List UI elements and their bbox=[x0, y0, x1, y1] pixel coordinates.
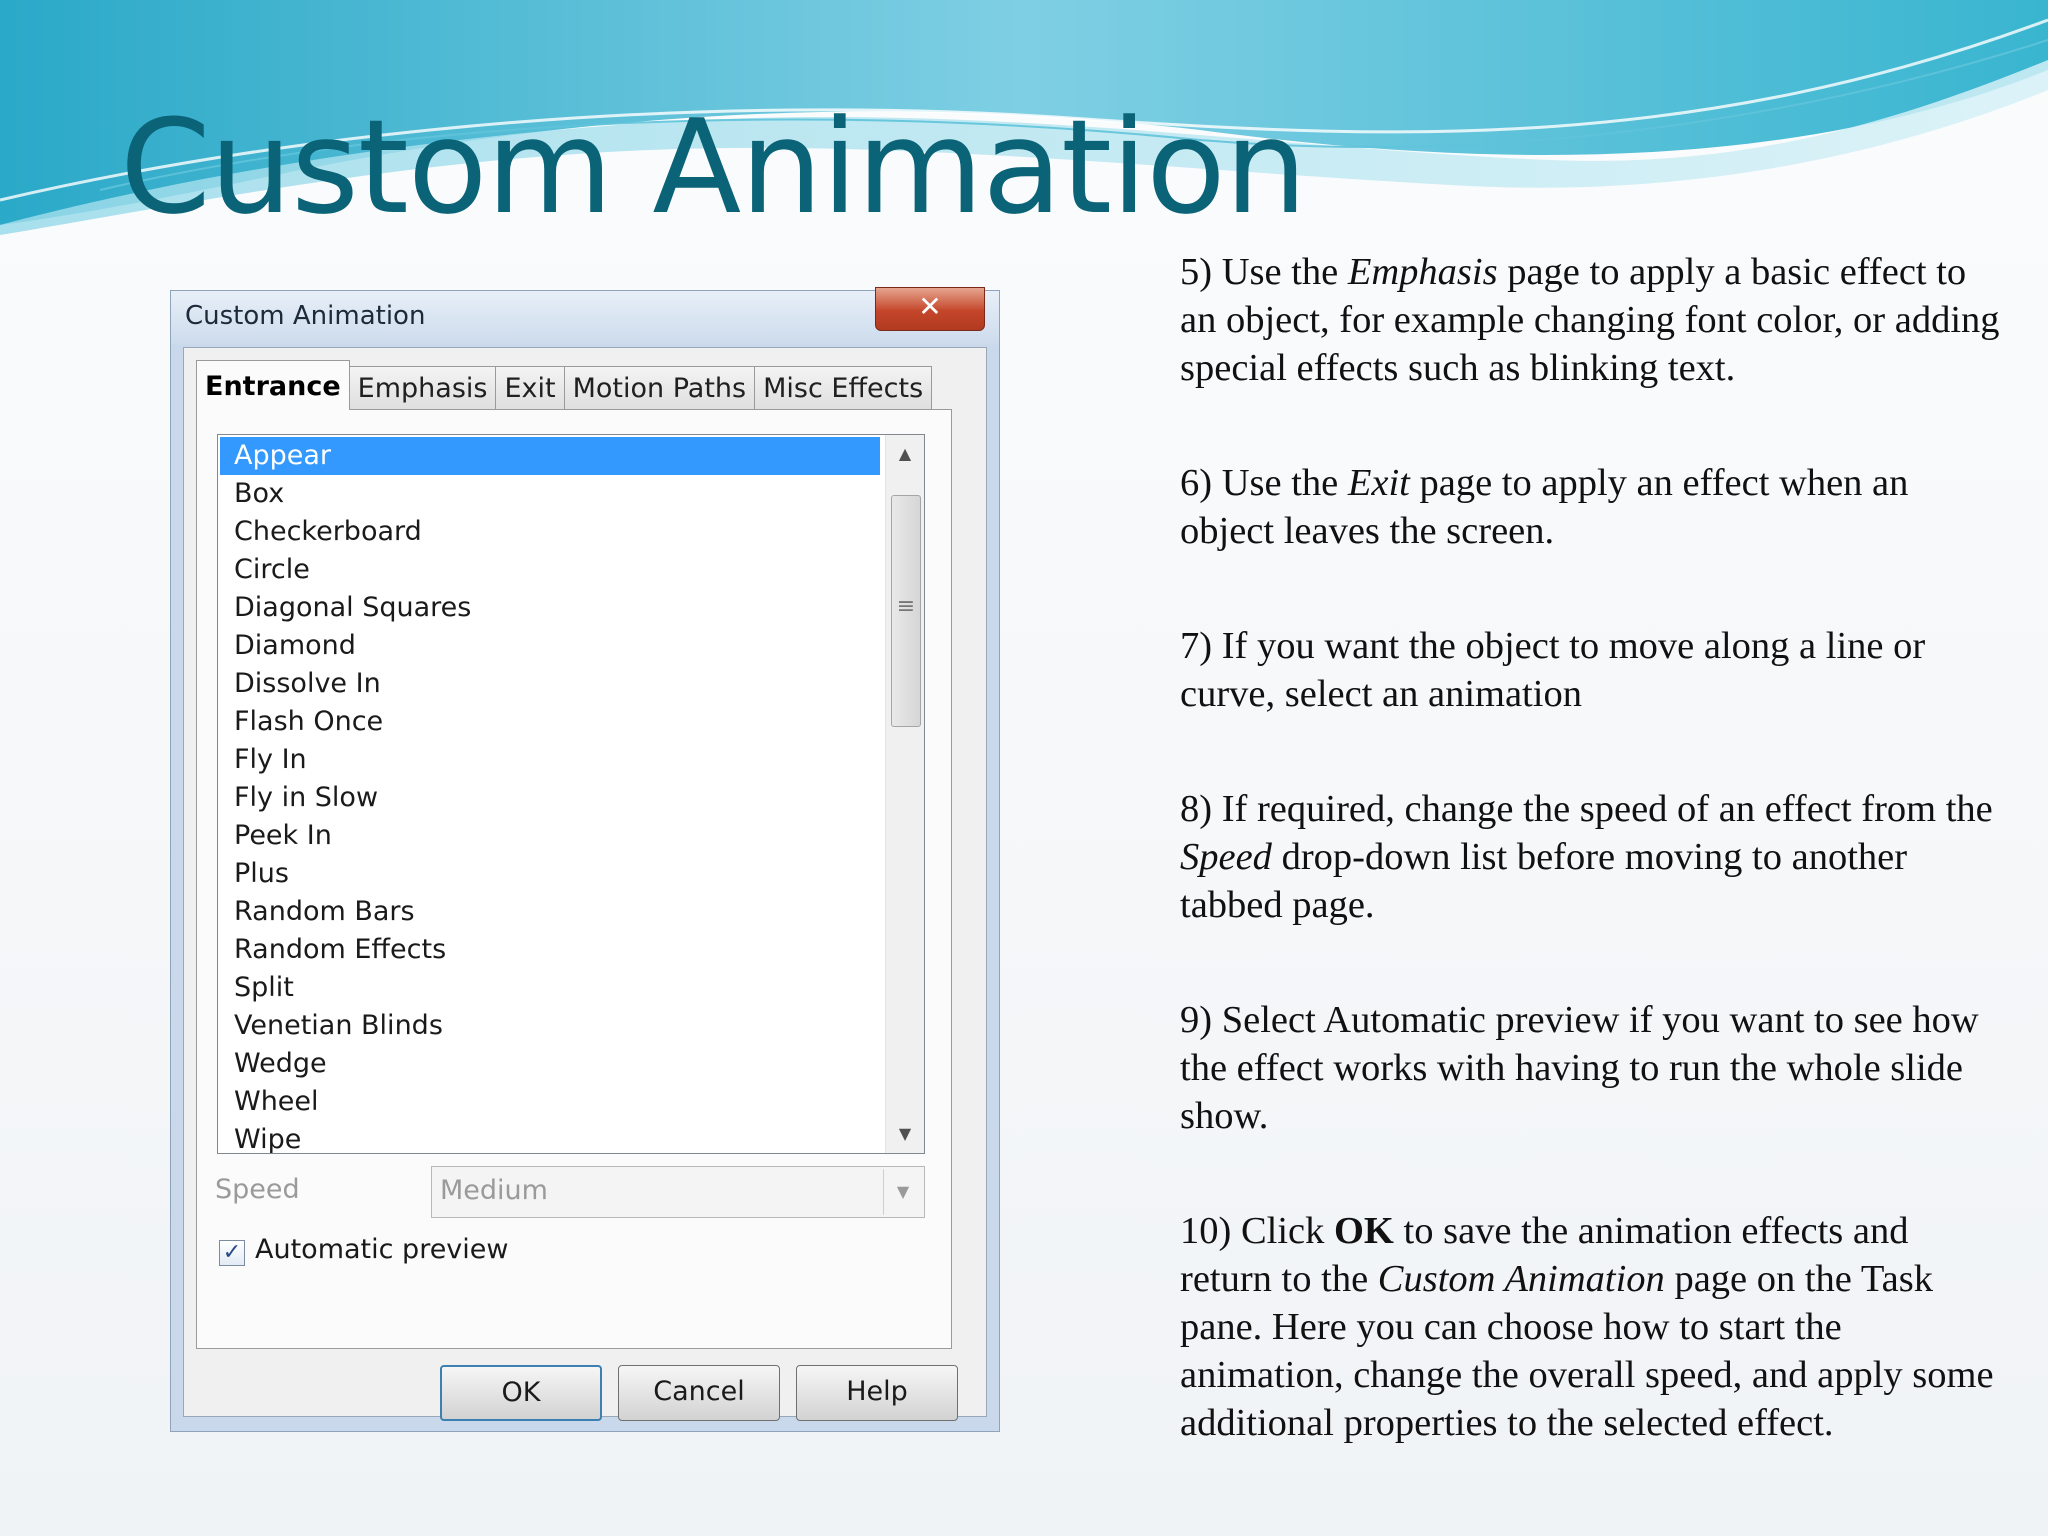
list-item[interactable]: Diagonal Squares bbox=[234, 592, 472, 623]
instruction-steps bbox=[1180, 248, 2010, 1514]
tab-motion-paths[interactable]: Motion Paths bbox=[564, 366, 756, 410]
list-item[interactable]: Random Bars bbox=[234, 896, 415, 927]
scroll-thumb[interactable] bbox=[891, 495, 921, 727]
step-8: 8) If required, change the speed of an effect from the Speed drop-down list before moving to another tabbed page. bbox=[1180, 788, 1993, 926]
close-button[interactable]: ✕ bbox=[875, 287, 985, 331]
grip-icon: ≡ bbox=[896, 594, 916, 619]
scroll-down-icon[interactable]: ▼ bbox=[898, 1124, 912, 1143]
step-10: 10) Click OK to save the animation effects and return to the Custom Animation page on the Task pane. Here you can choose how to start the animation, change the overall speed, and apply some additional properties to the selected effect. bbox=[1180, 1210, 1994, 1444]
step-6: 6) Use the Exit page to apply an effect when an object leaves the screen. bbox=[1180, 462, 1909, 552]
list-item[interactable]: Circle bbox=[234, 554, 310, 585]
step-7: 7) If you want the object to move along a line or curve, select an animation bbox=[1180, 625, 1926, 715]
tab-entrance[interactable]: Entrance bbox=[196, 360, 350, 410]
tab-exit[interactable]: Exit bbox=[495, 366, 564, 410]
custom-animation-dialog bbox=[170, 290, 1000, 1432]
list-item[interactable]: Fly in Slow bbox=[234, 782, 379, 813]
tab-emphasis[interactable]: Emphasis bbox=[349, 366, 497, 410]
list-item[interactable]: Diamond bbox=[234, 630, 356, 661]
tab-strip bbox=[196, 360, 931, 410]
ok-button[interactable]: OK bbox=[440, 1365, 602, 1421]
list-item[interactable]: Wedge bbox=[234, 1048, 327, 1079]
list-item[interactable]: Plus bbox=[234, 858, 289, 889]
list-item[interactable]: Flash Once bbox=[234, 706, 384, 737]
slide-title: Custom Animation bbox=[120, 91, 1307, 243]
help-button[interactable]: Help bbox=[796, 1365, 958, 1421]
tab-misc-effects[interactable]: Misc Effects bbox=[754, 366, 932, 410]
tab-panel bbox=[196, 409, 952, 1349]
speed-label: Speed bbox=[215, 1174, 300, 1205]
step-5: 5) Use the Emphasis page to apply a basic effect to an object, for example changing font color, or adding special effects such as blinking text. bbox=[1180, 251, 2000, 389]
list-item[interactable]: Peek In bbox=[234, 820, 332, 851]
list-item[interactable]: Appear bbox=[220, 437, 880, 475]
list-item[interactable]: Venetian Blinds bbox=[234, 1010, 443, 1041]
chevron-down-icon[interactable]: ▼ bbox=[883, 1169, 922, 1215]
step-9: 9) Select Automatic preview if you want to see how the effect works with having to run the whole slide show. bbox=[1180, 999, 1979, 1137]
speed-dropdown[interactable] bbox=[431, 1166, 925, 1218]
list-item[interactable]: Fly In bbox=[234, 744, 307, 775]
cancel-button[interactable]: Cancel bbox=[618, 1365, 780, 1421]
list-item[interactable]: Box bbox=[234, 478, 285, 509]
list-item[interactable]: Split bbox=[234, 972, 294, 1003]
speed-value: Medium bbox=[440, 1175, 548, 1206]
effects-list-items bbox=[220, 437, 880, 1154]
dialog-title: Custom Animation bbox=[185, 301, 426, 331]
list-item[interactable]: Dissolve In bbox=[234, 668, 381, 699]
dialog-client-area bbox=[183, 347, 987, 1417]
list-item[interactable]: Random Effects bbox=[234, 934, 447, 965]
list-item[interactable]: Checkerboard bbox=[234, 516, 422, 547]
automatic-preview-checkbox[interactable]: ✓ bbox=[219, 1240, 245, 1266]
list-scrollbar[interactable] bbox=[885, 435, 924, 1153]
effects-list[interactable] bbox=[217, 434, 925, 1154]
list-item[interactable]: Wipe bbox=[234, 1124, 302, 1154]
automatic-preview-label[interactable]: Automatic preview bbox=[255, 1234, 509, 1265]
scroll-up-icon[interactable]: ▲ bbox=[898, 444, 912, 463]
list-item[interactable]: Wheel bbox=[234, 1086, 319, 1117]
dialog-titlebar bbox=[171, 291, 999, 345]
